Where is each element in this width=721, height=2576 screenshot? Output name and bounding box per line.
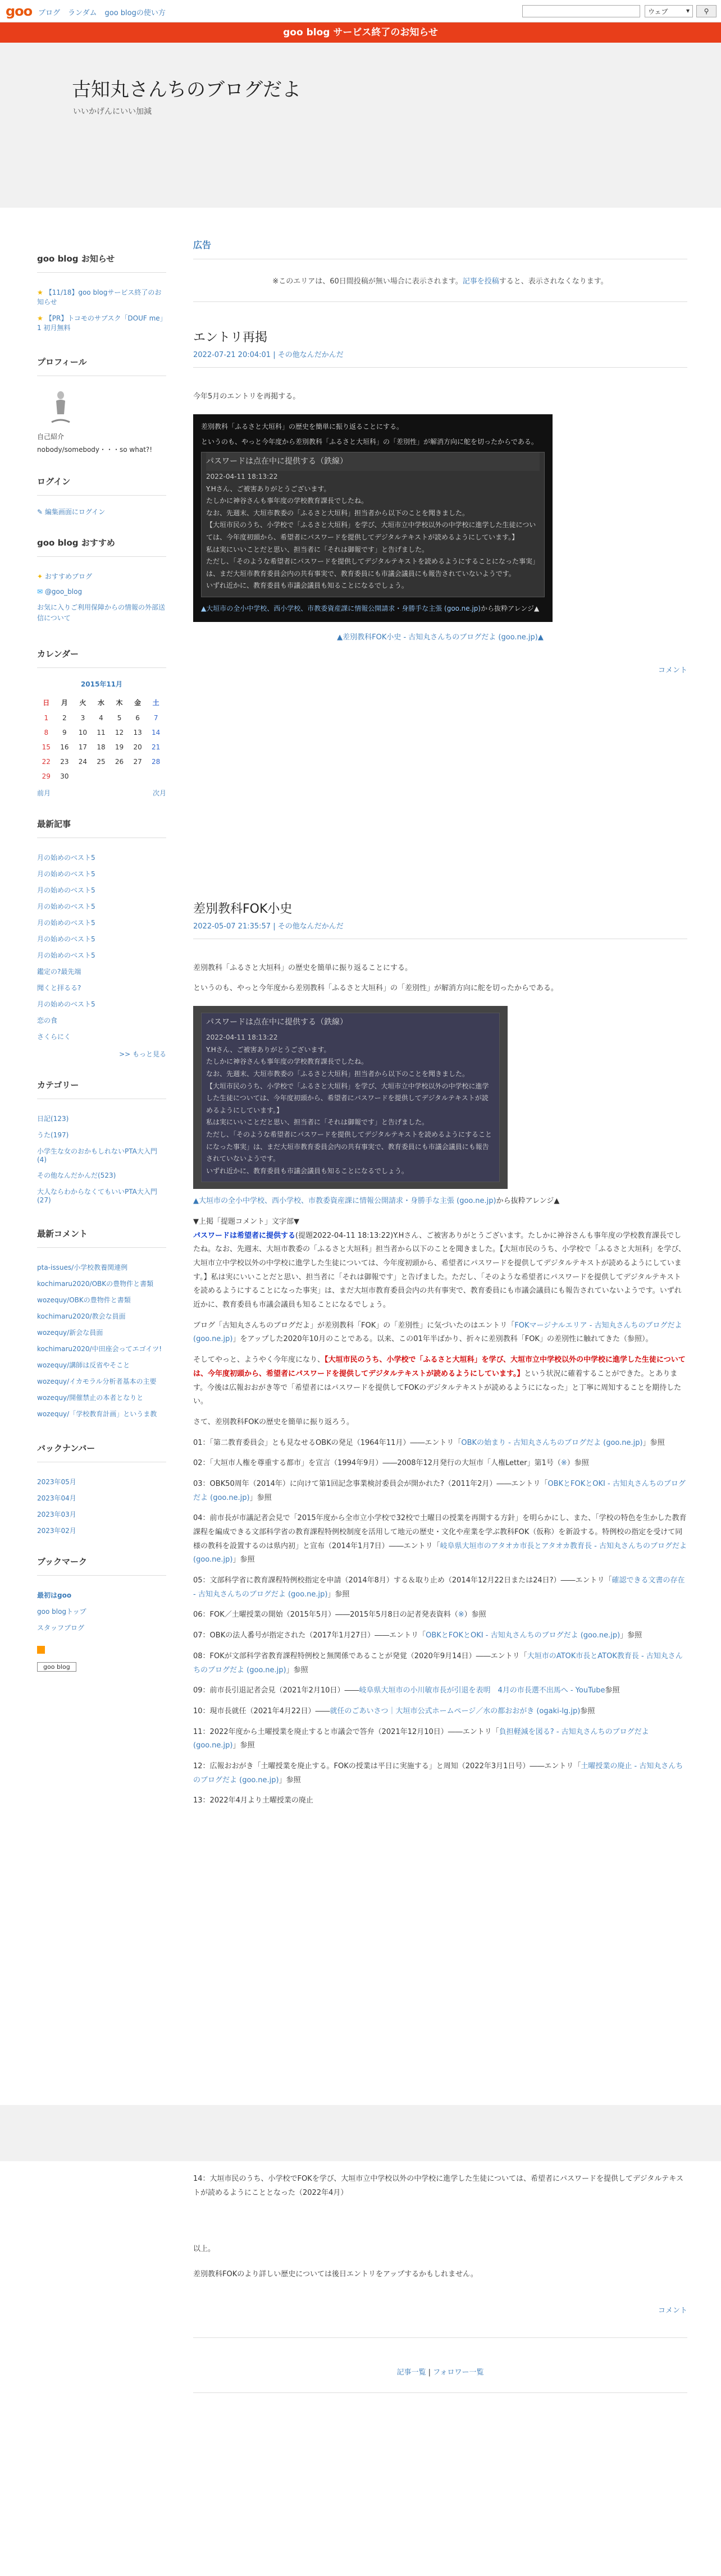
calendar-block [37, 648, 166, 798]
comment-item[interactable]: wozequy/「学校教育計画」というま教 [37, 1410, 157, 1418]
bookmark-item[interactable]: goo blogトップ [37, 1607, 86, 1616]
profile-avatar [48, 390, 73, 424]
recent-article-item[interactable]: 月の始めのベスト5 [37, 918, 95, 927]
history-link[interactable]: 土曜授業の廃止 - 古知丸さんちのブログだよ (goo.ne.jp) [193, 1761, 683, 1785]
sidebar [37, 253, 166, 1692]
entry-2: 差別教科FOK小史 2022-05-07 21:35:57 | その他なんだかんだ 差別教科「ふるさと大垣科」の歴史を簡単に振り返ることにする。 というのも、やっと今年度から差別教科「ふるさと大垣科」の「差別性」が解消方向に舵を切ったからである。 パスワードは点在中に提供する（鉄線） 2022-04-11 18:13:22 Y.Hさん、ご被害ありがとうございます。 たしかに神谷さんも事年度の学校教育課長でしたね。 なお、先週末、大垣市教委の「ふるさと大垣科」担当者から以下のことを聞きました。 【大垣市民のうち、小学校で「ふるさと大垣科」を学び、大垣市立中学校以外の中学校に進学した生徒については、今年度初頭から、希望者にパスワードを提供してデジタルテキストが読めるようにしています。】 私は実にいいことだと思い、担当者に「それは御報です」と告げました。 ただし、「そのような希望者にパスワードを提供してデジタルテキストを読めるようにすることになった事実」は、まだ大垣市教育委員会内の共有事実で、教育委員にも市議会議員にも報告されていないようです。 いずれ近かに、教育委員も市議会議員も知ることになるでしょう。 ▲大垣市の全小中学校、西小学校、市教委資産課に情報公開請求・身勝手な主張 (goo.ne.jp)から抜粋アレンジ▲ ▼上掲「提題コメント」文字部▼ パスワードは希望者に提供する(提題2022-04-11 18:13:22)Y.Hさん、ご被害ありがとうございます。たしかに神谷さんも事年度の学校教育課長でしたね。なお、先週末、大垣市教委の「ふるさと大垣科」担当者から以下のことを聞きました。【大垣市民のうち、小学校で「ふるさと大垣科」を学び、大垣市立中学校以外の中学校に進学した生徒については、今年度初頭から、希望者にパスワードを提供してデジタルテキストが読めるようにしています。】私は実にいいことだと思い、担当者に「それは御報です」と告げました。ただし、「そのような希望者にパスワードを提供してデジタルテキストを読めるようにすることになった事実」は、まだ大垣市教育委員会内の共有事実で、教育委員にも市議会議員にも報告されていないようです。いずれ近かに、教育委員も市議会議員も知ることになるでしょう。 ブログ「古知丸さんちのブログだよ」が差別教科「FOK」の「差別性」に気づいたのはエントリ「FOKマージナルエリア - 古知丸さんちのブログだよ (goo.ne.jp)」をアップした2020年10月のことである。以来、この01年半ばかり、折々に差別教科「FOK」の差別性に触れてきた（参照）。 そしてやっと、ようやく今年度になり、【大垣市民のうち、小学校で「ふるさと大垣科」を学び、大垣市立中学校以外の中学校に進学した生徒については、今年度初頭から、希望者にパスワードを提供してデジタルテキストが読めるようにしています。】という状況に確着することができた。とあります。今後は広報おおがき等で「希望者にはパスワードを提供してFOKのデジタルテキストが読めるようにになった」と丁寧に周知することを期待したい。 さて、差別教科FOKの歴史を簡単に振り返ろう。 01：「第二教育委員会」とも見なせるOBKの発足（1964年11月）――エントリ「OBKの始まり - 古知丸さんちのブログだよ (goo.ne.jp)」参照 02：「大垣市人権を尊重する都市」を宣言（1994年9月）――2008年12月発行の大垣市「人権Letter」第1号（※）参照 03：OBK50周年（2014年）に向けて第1回記念事業検討委員会が開かれた?（2011年2月）――エントリ「OBKとFOKとOKI - 古知丸さんちのブログだよ (goo.ne.jp)」参照 04：前市長が市議記者会見で「2015年度から全市立小学校で32校で土曜日の授業を再開する方針」を明らかにし、また、「学校の特色を生かした教育課程を編成できる文部科学省の教育課程特例校制度を活用して地元の歴史・文化や産業を学ぶ教科FOK（仮称）を新設する。特例校の指定を受けて同様の教科を設置するのは県内初」と宣布（2014年1月7日）――エントリ「岐阜県大垣市のアタオカ市長とアタオカ教育長 - 古知丸さんちのブログだよ (goo.ne.jp)」参照 05：文部科学省に教育課程特例校指定を申請（2014年8月）する＆取り止め（2014年12月22日または24日?）――エントリ「確認できる文書の存在 - 古知丸さんちのブログだよ (goo.ne.jp)」参照 06：FOK／土曜授業の開始（2015年5月）――2015年5月8日の記者発表資料（※）参照 07：OBKの法人番号が指定された（2017年1月27日）――エントリ「OBKとFOKとOKI - 古知丸さんちのブログだよ (goo.ne.jp)」参照 08：FOKが文部科学省教育課程特例校と無関係であることが発覚（2020年9月14日）――エントリ「大垣市のATOK市長とATOK教育長 - 古知丸さんちのブログだよ (goo.ne.jp)」参照 09：前市長引退記者会見（2021年2月10日）――岐阜県大垣市の小川敏市長が引退を表明 4月の市長選不出馬へ - YouTube参照 10：現市長就任（2021年4月22日）――就任のごあいさつ｜大垣市公式ホームページ／水の都おおがき (ogaki-lg.jp)参照 11：2022年度から土曜授業を廃止すると市議会で答弁（2021年12月10日）――エントリ「負担軽減を図る? - 古知丸さんちのブログだよ (goo.ne.jp)」参照 12：広報おおがき「土曜授業を廃止する。FOKの授業は平日に実施する」と周知（2022年3月1日号）――エントリ「土曜授業の廃止 - 古知丸さんちのブログだよ (goo.ne.jp)」参照 13：2022年4月より土曜授業の廃止 [193, 899, 687, 1808]
comment-item[interactable]: kochimaru2020/OBKの豊物件と書類 [37, 1279, 154, 1288]
category-block [37, 1079, 166, 1207]
calendar-heading: カレンダー [37, 648, 166, 668]
comments-block [37, 1228, 166, 1422]
quoted-line: たしかに神谷さんも事年度の学校教育課長でしたね。 [206, 497, 368, 505]
closing: 差別教科FOKのより詳しい歴史については後日エントリをアップするかもしれません。 [193, 2270, 478, 2279]
main-content [193, 238, 687, 1808]
calendar-weekday: 日 [43, 698, 50, 707]
login-heading: ログイン [37, 475, 166, 496]
backnumber-item[interactable]: 2023年05月 [37, 1477, 76, 1486]
star-icon: ★ [37, 314, 43, 322]
paragraph: ブログ「古知丸さんちのブログだよ」が差別教科「FOK」の「差別性」に気づいたのはエントリ「FOKマージナルエリア - 古知丸さんちのブログだよ (goo.ne.jp)」をアップした2020年10月のことである。以来、この01年半ばかり、折々に差別教科「FOK」の差別性に触れてきた（参照）。 [193, 1321, 682, 1344]
news-item[interactable]: ★ 【11/18】goo blogサービス終了のお知らせ [37, 289, 162, 306]
box-line: というのも、やっと今年度から差別教科「ふるさと大垣科」の「差別性」が解消方向に舵を切ったからである。 [201, 438, 538, 446]
calendar-next[interactable]: 次月 [152, 789, 166, 797]
login-link[interactable]: ✎ 編集画面にログイン [37, 508, 106, 516]
comments-heading: 最新コメント [37, 1228, 166, 1248]
bulb-icon: ✦ [37, 573, 45, 581]
quoted-line: いずれ近かに、教育委員も市議会議員も知ることになるでしょう。 [206, 1166, 408, 1175]
recent-article-item[interactable]: 月の始めのベスト5 [37, 951, 95, 959]
comment-item[interactable]: wozequy/イカモラル分析者基本の主要 [37, 1377, 157, 1385]
recommend-item[interactable]: ✦ おすすめブログ [37, 573, 92, 581]
quoted-title: パスワードは点在中に提供する（鉄線） [206, 1017, 348, 1027]
paragraph: そしてやっと、ようやく今年度になり、【大垣市民のうち、小学校で「ふるさと大垣科」を学び、大垣市立中学校以外の中学校に進学した生徒については、今年度初頭から、希望者にパスワードを提供してデジタルテキストが読めるようにしています。】という状況に確着することができた。とあります。今後は広報おおがき等で「希望者にはパスワードを提供してFOKのデジタルテキストが読めるようにになった」と丁寧に周知することを期待したい。 [193, 1356, 686, 1406]
calendar-day: 24 [78, 757, 88, 766]
comment-item[interactable]: wozequy/OBKの豊物件と書類 [37, 1296, 131, 1304]
calendar-weekday: 木 [116, 698, 123, 707]
search-input[interactable] [522, 5, 640, 17]
category-heading: カテゴリー [37, 1079, 166, 1099]
box-line: 差別教科「ふるさと大垣科」の歴史を簡単に振り返ることにする。 [201, 422, 404, 431]
entry-title[interactable]: エントリ再掲 [193, 331, 268, 345]
screenshot-box [193, 1006, 508, 1189]
recommend-item[interactable]: ✉ @goo_blog [37, 588, 83, 596]
calendar-weekday: 土 [152, 698, 159, 707]
pencil-icon: ✎ [37, 508, 45, 516]
blog-title[interactable]: 古知丸さんちのブログだよ [72, 79, 301, 101]
nav-howto[interactable]: goo blogの使い方 [104, 9, 166, 17]
calendar-day: 18 [97, 743, 106, 751]
main-wrapper [0, 208, 721, 2105]
calendar-day: 3 [80, 713, 85, 722]
recent-article-item[interactable]: 恋の食 [37, 1016, 58, 1024]
calendar-day: 26 [115, 757, 124, 766]
profile-heading: プロフィール [37, 356, 166, 376]
rss-icon[interactable] [37, 1646, 45, 1654]
calendar-weekday: 水 [97, 698, 104, 707]
recent-more-link[interactable]: >> もっと見る [119, 1050, 166, 1058]
twitter-icon: ✉ [37, 588, 45, 596]
history-item: 06：FOK／土曜授業の開始（2015年5月）――2015年5月8日の記者発表資料（※）参照 [193, 1610, 486, 1619]
footer-strip [0, 2105, 721, 2161]
calendar-day: 12 [115, 728, 124, 736]
recent-article-item[interactable]: さくらにく [37, 1032, 71, 1041]
blog-description: いいかげんにいい加減 [73, 107, 152, 116]
paragraph: さて、差別教科FOKの歴史を簡単に振り返ろう。 [193, 1417, 354, 1426]
recent-article-item[interactable]: 鑑定の?最先端 [37, 967, 81, 976]
ad-note: ※このエリアは、60日間投稿が無い場合に表示されます。記事を投稿すると、表示されなくなります。 [193, 259, 687, 302]
bookmark-item[interactable]: 最初はgoo [37, 1591, 72, 1599]
profile-name: 自己紹介 [37, 433, 65, 441]
history-item: 04：前市長が市議記者会見で「2015年度から全市立小学校で32校で土曜日の授業を再開する方針」を明らかにし、また、「学校の特色を生かした教育課程を編成できる文部科学省の教育課程特例校制度を活用して地元の歴史・文化や産業を学ぶ教科FOK（仮称）を新設する。特例校の指定を受けて同様の教科を設置するのは県内初」と宣布（2014年1月7日）――エントリ「岐阜県大垣市のアタオカ市長とアタオカ教育長 - 古知丸さんちのブログだよ (goo.ne.jp)」参照 [193, 1514, 687, 1564]
quoted-line: 私は実にいいことだと思い、担当者に「それは御報です」と告げました。 [206, 545, 429, 553]
comment-item[interactable]: pta-issues/小学校教養関連例 [37, 1263, 128, 1271]
calendar-day: 4 [99, 713, 103, 722]
calendar-day: 1 [44, 713, 49, 722]
search-icon: ⚲ [704, 7, 709, 15]
login-block [37, 475, 166, 516]
history-item: 01：「第二教育委員会」とも見なせるOBKの発足（1964年11月）――エントリ「OBKの始まり - 古知丸さんちのブログだよ (goo.ne.jp)」参照 [193, 1438, 665, 1447]
quote-body: パスワードは希望者に提供する(提題2022-04-11 18:13:22)Y.Hさん、ご被害ありがとうございます。たしかに神谷さんも事年度の学校教育課長でしたね。なお、先週末、大垣市教委の「ふるさと大垣科」担当者から以下のことを聞きました。【大垣市民のうち、小学校で「ふるさと大垣科」を学び、大垣市立中学校以外の中学校に進学した生徒については、今年度初頭から、希望者にパスワードを提供してデジタルテキストが読めるようにしています。】私は実にいいことだと思い、担当者に「それは御報です」と告げました。ただし、「そのような希望者にパスワードを提供してデジタルテキストを読めるようにすることになった事実」は、まだ大垣市教育委員会内の共有事実で、教育委員にも市議会議員にも報告されていないようです。いずれ近かに、教育委員も市議会議員も知ることになるでしょう。 [193, 1231, 686, 1310]
comment-item[interactable]: wozequy/講師は反省やそこと [37, 1361, 130, 1369]
calendar-day: 2 [62, 713, 67, 722]
blog-header [0, 43, 721, 208]
backnumber-block [37, 1442, 166, 1535]
recent-article-item[interactable]: 聞くと拝るる? [37, 983, 81, 992]
calendar-day: 28 [152, 757, 161, 766]
calendar-day [92, 769, 111, 784]
category-item[interactable]: 大人ならわからなくてもいいPTA大入門(27) [37, 1187, 157, 1204]
history-link[interactable]: 確認できる文書の存在 - 古知丸さんちのブログだよ (goo.ne.jp) [193, 1576, 685, 1599]
history-item: 05：文部科学省に教育課程特例校指定を申請（2014年8月）する＆取り止め（2014年12月22日または24日?）――エントリ「確認できる文書の存在 - 古知丸さんちのブログだよ (goo.ne.jp)」参照 [193, 1576, 685, 1599]
history-link[interactable]: 大垣市のATOK市長とATOK教育長 - 古知丸さんちのブログだよ (goo.ne.jp) [193, 1651, 683, 1674]
backnumber-item[interactable]: 2023年02月 [37, 1526, 76, 1535]
calendar-day: 27 [133, 757, 142, 766]
quoted-line: Y.Hさん、ご被害ありがとうございます。 [206, 1045, 331, 1054]
article-list-link[interactable]: 記事一覧 [396, 2368, 426, 2377]
recommend-item[interactable]: お気に入りご利用保障からの情報の外部送信について [37, 603, 166, 623]
continued-content: 14：大垣市民のうち、小学校でFOKを学び、大垣市立中学校以外の中学校に進学した生徒については、希望者にパスワードを提供してデジタルテキストが読めるようにこととなった（2022年4月） 以上。 差別教科FOKのより詳しい歴史については後日エントリをアップするかもしれません。 コメント 記事一覧 | フォロワー一覧 [0, 2161, 721, 2576]
history-link[interactable]: ※ [458, 1610, 464, 1619]
quoted-line: いずれ近かに、教育委員も市議会議員も知ることになるでしょう。 [206, 582, 408, 590]
fok-marginal-link[interactable]: FOKマージナルエリア - 古知丸さんちのブログだよ (goo.ne.jp) [193, 1321, 682, 1344]
category-item[interactable]: その他なんだかんだ(523) [37, 1171, 116, 1179]
recommend-heading: goo blog おすすめ [37, 537, 166, 557]
paragraph: 差別教科「ふるさと大垣科」の歴史を簡単に振り返ることにする。 [193, 963, 413, 972]
calendar-day [147, 769, 165, 784]
ad-heading: 広告 [193, 238, 687, 259]
calendar-weekday: 月 [61, 698, 68, 707]
recent-article-item[interactable]: 月の始めのベスト5 [37, 870, 95, 878]
entry-category[interactable]: その他なんだかんだ [277, 922, 344, 931]
entry-category[interactable]: その他なんだかんだ [277, 351, 344, 359]
bookmark-item[interactable]: スタッフブログ [37, 1623, 85, 1632]
entry-meta: 2022-05-07 21:35:57 | その他なんだかんだ [193, 920, 687, 939]
entry-lead: 今年5月のエントリを再掲する。 [193, 392, 300, 401]
comment-item[interactable]: kochimaru2020/教会な員面 [37, 1312, 126, 1320]
recent-heading: 最新記事 [37, 818, 166, 838]
paragraph: というのも、やっと今年度から差別教科「ふるさと大垣科」の「差別性」が解消方向に舵を切ったからである。 [193, 984, 558, 993]
backnumber-item[interactable]: 2023年04月 [37, 1494, 76, 1502]
calendar-day: 9 [62, 728, 67, 736]
screenshot-box: 差別教科「ふるさと大垣科」の歴史を簡単に振り返ることにする。 というのも、やっと今年度から差別教科「ふるさと大垣科」の「差別性」が解消方向に舵を切ったからである。 パスワードは点在中に提供する（鉄線） 2022-04-11 18:13:22 Y.Hさん、ご被害ありがとうございます。 たしかに神谷さんも事年度の学校教育課長でしたね。 なお、先週末、大垣市教委の「ふるさと大垣科」担当者から以下のことを聞きました。 【大垣市民のうち、小学校で「ふるさと大垣科」を学び、大垣市立中学校以外の中学校に進学した生徒については、今年度初頭から、希望者にパスワードを提供してデジタルテキストが読めるようにしています。】 私は実にいいことだと思い、担当者に「それは御報です」と告げました。 ただし、「そのような希望者にパスワードを提供してデジタルテキストを読めるようにすることになった事実」は、まだ大垣市教育委員会内の共有事実で、教育委員にも市議会議員にも報告されていないようです。 いずれ近かに、教育委員も市議会議員も知ることになるでしょう。 ▲大垣市の全小中学校、西小学校、市教委資産課に情報公開請求・身勝手な主張 (goo.ne.jp)から抜粋アレンジ▲ [193, 414, 553, 622]
history-item: 07：OBKの法人番号が指定された（2017年1月27日）――エントリ「OBKとFOKとOKI - 古知丸さんちのブログだよ (goo.ne.jp)」参照 [193, 1631, 642, 1640]
history-link[interactable]: 負担軽減を図る? - 古知丸さんちのブログだよ (goo.ne.jp) [193, 1727, 649, 1750]
quoted-line: 【大垣市民のうち、小学校で「ふるさと大垣科」を学び、大垣市立中学校以外の中学校に進学した生徒については、今年度初頭から、希望者にパスワードを提供してデジタルテキストが読めるようにしています。】 [206, 521, 536, 542]
quoted-line: なお、先週末、大垣市教委の「ふるさと大垣科」担当者から以下のことを聞きました。 [206, 1069, 469, 1078]
recommend-block [37, 537, 166, 627]
goo-blog-badge[interactable]: goo blog [37, 1662, 76, 1672]
quoted-line: 私は実にいいことだと思い、担当者に「それは御報です」と告げました。 [206, 1118, 429, 1127]
calendar-prev[interactable]: 前月 [37, 789, 51, 797]
entry-date: 2022-05-07 21:35:57 [193, 922, 271, 931]
history-item: 12：広報おおがき「土曜授業を廃止する。FOKの授業は平日に実施する」と周知（2022年3月1日号）――エントリ「土曜授業の廃止 - 古知丸さんちのブログだよ (goo.ne.jp)」参照 [193, 1761, 683, 1785]
calendar-month: 2015年11月 [80, 680, 123, 688]
calendar-day: 22 [42, 757, 51, 766]
calendar-day: 21 [152, 743, 161, 751]
calendar-day: 7 [153, 713, 158, 722]
recent-article-item[interactable]: 月の始めのベスト5 [37, 902, 95, 910]
closing: 以上。 [193, 2245, 216, 2254]
calendar-day: 17 [78, 743, 88, 751]
history-item: 11：2022年度から土曜授業を廃止すると市議会で答弁（2021年12月10日）――エントリ「負担軽減を図る? - 古知丸さんちのブログだよ (goo.ne.jp)」参照 [193, 1727, 649, 1750]
recent-block [37, 818, 166, 1059]
news-block [37, 253, 166, 336]
recent-article-item[interactable]: 月の始めのベスト5 [37, 853, 95, 862]
entry-meta: 2022-07-21 20:04:01 | その他なんだかんだ [193, 349, 687, 368]
history-link[interactable]: ※ [560, 1459, 567, 1468]
history-item: 03：OBK50周年（2014年）に向けて第1回記念事業検討委員会が開かれた?（2011年2月）――エントリ「OBKとFOKとOKI - 古知丸さんちのブログだよ (goo.ne.jp)」参照 [193, 1479, 686, 1502]
calendar-weekday: 火 [79, 698, 86, 707]
calendar-day: 29 [42, 772, 51, 780]
calendar-day: 20 [133, 743, 142, 751]
comment-link[interactable]: コメント [658, 666, 687, 675]
caption-link[interactable]: ▲差別教科FOK小史 - 古知丸さんちのブログだよ (goo.ne.jp)▲ [337, 633, 544, 642]
history-link[interactable]: 就任のごあいさつ｜大垣市公式ホームページ／水の都おおがき (ogaki-lg.jp) [330, 1706, 581, 1715]
calendar-day [74, 769, 92, 784]
entry-date: 2022-07-21 20:04:01 [193, 351, 271, 359]
calendar-day: 10 [78, 728, 88, 736]
calendar-day [110, 769, 129, 784]
post-article-link[interactable]: 記事を投稿 [462, 277, 499, 286]
comment-link[interactable]: コメント [193, 2304, 687, 2338]
goo-logo[interactable]: goo [6, 3, 33, 19]
recent-article-item[interactable]: 月の始めのベスト5 [37, 886, 95, 894]
calendar-day: 16 [60, 743, 69, 751]
history-item: 13：2022年4月より土曜授業の廃止 [193, 1796, 313, 1805]
history-link[interactable]: OBKの始まり - 古知丸さんちのブログだよ (goo.ne.jp) [461, 1438, 643, 1447]
history-item: 09：前市長引退記者会見（2021年2月10日）――岐阜県大垣市の小川敏市長が引退を表明 4月の市長選不出馬へ - YouTube参照 [193, 1686, 620, 1695]
top-nav [38, 7, 166, 17]
quoted-line: たしかに神谷さんも事年度の学校教育課長でしたね。 [206, 1058, 368, 1066]
bookmark-heading: ブックマーク [37, 1555, 166, 1576]
search-button[interactable] [696, 5, 717, 17]
calendar-day: 14 [152, 728, 161, 736]
news-heading: goo blog お知らせ [37, 253, 166, 273]
recent-article-item[interactable]: 月の始めのベスト5 [37, 1000, 95, 1008]
news-item[interactable]: ★ 【PR】トコモのサブスク「DOUF me」1 初月無料 [37, 314, 163, 332]
quoted-line: なお、先週末、大垣市教委の「ふるさと大垣科」担当者から以下のことを聞きました。 [206, 509, 469, 517]
follower-list-link[interactable]: フォロワー一覧 [433, 2368, 484, 2377]
backnumber-heading: バックナンバー [37, 1442, 166, 1462]
backnumber-scroll[interactable] [37, 1474, 166, 1535]
calendar-day: 5 [117, 713, 122, 722]
quoted-line: ただし、「そのような希望者にパスワードを提供してデジタルテキストを読めるようにすることになった事実」は、まだ大垣市教育委員会内の共有事実で、教育委員にも市議会議員にも報告されていないようです。 [206, 1130, 492, 1163]
comment-item[interactable]: wozequy/新会な員面 [37, 1328, 103, 1337]
calendar-day: 19 [115, 743, 124, 751]
profile-block [37, 356, 166, 455]
entry-1 [193, 328, 687, 675]
quoted-title: パスワードは点在中に提供する（鉄線） [206, 452, 540, 471]
chevron-down-icon: ▾ [686, 7, 690, 15]
history-item: 10：現市長就任（2021年4月22日）――就任のごあいさつ｜大垣市公式ホームページ／水の都おおがき (ogaki-lg.jp)参照 [193, 1706, 595, 1715]
category-item[interactable]: 日記(123) [37, 1114, 69, 1123]
service-end-notice[interactable]: goo blog サービス終了のお知らせ [0, 22, 721, 43]
star-icon: ★ [37, 289, 43, 296]
source-link[interactable]: ▲大垣市の全小中学校、西小学校、市教委資産課に情報公開請求・身勝手な主張 (goo.ne.jp) [193, 1197, 496, 1206]
nav-random[interactable]: ランダム [68, 9, 97, 17]
calendar-day [129, 769, 147, 784]
calendar-day: 23 [60, 757, 69, 766]
calendar-day: 6 [135, 713, 140, 722]
history-link[interactable]: OBKとFOKとOKI - 古知丸さんちのブログだよ (goo.ne.jp) [426, 1631, 620, 1640]
quoted-comment [201, 1013, 500, 1182]
recent-article-item[interactable]: 月の始めのベスト5 [37, 935, 95, 943]
history-link[interactable]: OBKとFOKとOKI - 古知丸さんちのブログだよ (goo.ne.jp) [193, 1479, 686, 1502]
profile-text: nobody/somebody・・・so what?! [37, 446, 153, 454]
category-item[interactable]: うた(197) [37, 1131, 69, 1139]
backnumber-item[interactable]: 2023年03月 [37, 1510, 76, 1518]
history-list [193, 1436, 687, 1808]
bookmark-block [37, 1555, 166, 1672]
comment-item[interactable]: wozequy/開催禁止の本者となりと [37, 1393, 144, 1402]
entry-title[interactable]: 差別教科FOK小史 [193, 902, 293, 916]
quote-head: ▼上掲「提題コメント」文字部▼ [193, 1217, 299, 1226]
calendar-day: 15 [42, 743, 51, 751]
box-source-link[interactable]: ▲大垣市の全小中学校、西小学校、市教委資産課に情報公開請求・身勝手な主張 (goo.ne.jp) [201, 605, 481, 612]
quoted-comment [201, 452, 545, 597]
nav-blog[interactable]: ブログ [38, 9, 61, 17]
calendar-day: 13 [133, 728, 142, 736]
history-item: 14：大垣市民のうち、小学校でFOKを学び、大垣市立中学校以外の中学校に進学した生徒については、希望者にパスワードを提供してデジタルテキストが読めるようにこととなった（2022年4月） [193, 2175, 683, 2197]
history-item: 02：「大垣市人権を尊重する都市」を宣言（1994年9月）――2008年12月発行の大垣市「人権Letter」第1号（※）参照 [193, 1459, 589, 1468]
top-toolbar [0, 0, 721, 22]
history-link[interactable]: 岐阜県大垣市のアタオカ市長とアタオカ教育長 - 古知丸さんちのブログだよ (goo.ne.jp) [193, 1541, 687, 1564]
calendar-day: 30 [60, 772, 69, 780]
comment-item[interactable]: kochimaru2020/中田座会ってエゴイツ! [37, 1344, 162, 1353]
history-link[interactable]: 岐阜県大垣市の小川敏市長が引退を表明 4月の市長選不出馬へ - YouTube [359, 1686, 605, 1695]
quoted-date: 2022-04-11 18:13:22 [206, 1033, 278, 1042]
category-item[interactable]: 小学生な女のおかもしれないPTA大入門(4) [37, 1147, 157, 1164]
calendar-table [37, 694, 165, 784]
calendar-day: 8 [44, 728, 49, 736]
history-item: 08：FOKが文部科学省教育課程特例校と無関係であることが発覚（2020年9月14日）――エントリ「大垣市のATOK市長とATOK教育長 - 古知丸さんちのブログだよ (goo.ne.jp)」参照 [193, 1651, 683, 1674]
calendar-day: 11 [97, 728, 106, 736]
quoted-line: ただし、「そのような希望者にパスワードを提供してデジタルテキストを読めるようにすることになった事実」は、まだ大垣市教育委員会内の共有事実で、教育委員にも市議会議員にも報告されていないようです。 [206, 557, 540, 578]
calendar-day: 25 [97, 757, 106, 766]
quoted-line: 【大垣市民のうち、小学校で「ふるさと大垣科」を学び、大垣市立中学校以外の中学校に進学した生徒については、今年度初頭から、希望者にパスワードを提供してデジタルテキストが読めるようにしています。】 [206, 1082, 489, 1114]
quoted-line: Y.Hさん、ご被害ありがとうございます。 [206, 484, 331, 493]
quoted-date: 2022-04-11 18:13:22 [206, 473, 278, 481]
calendar-weekday: 金 [134, 698, 142, 707]
search-scope-select[interactable]: ウェブ ▾ [645, 5, 693, 17]
